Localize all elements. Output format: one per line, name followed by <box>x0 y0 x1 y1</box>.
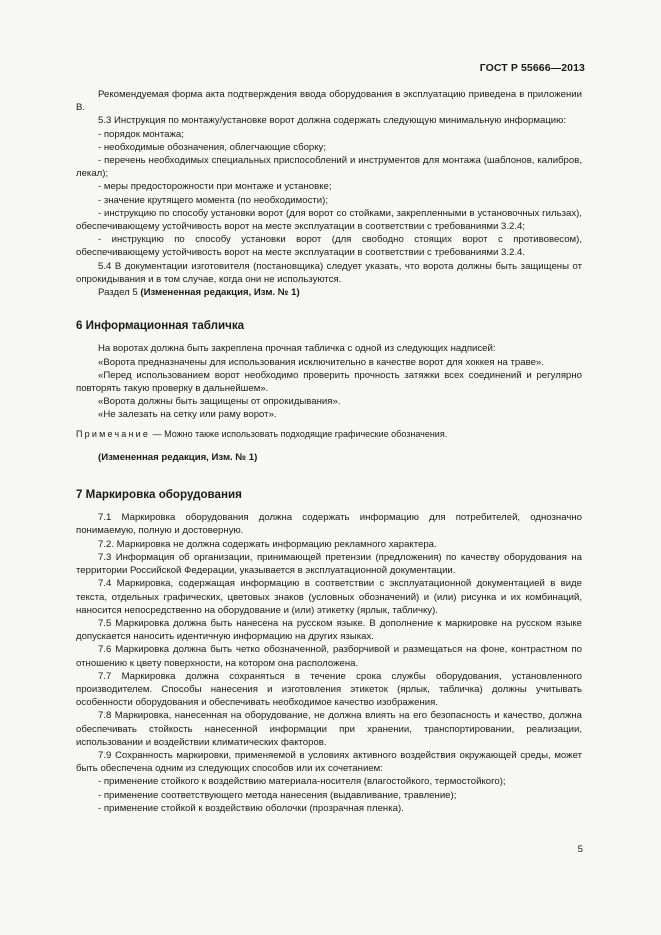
paragraph-7-8: 7.8 Маркировка, нанесенная на оборудование, не должна влиять на его безопасность и качество, должна обеспечивать стойкость нанесенной информации при хранении, транспортировании, реализации, использовании и воздействии климатических факторов. <box>76 710 582 748</box>
list-item: - инструкцию по способу установки ворот (для свободно стоящих ворот с противовесом), обеспечивающему устойчивость ворот на месте эксплуатации в соответствии с требованиями 3.2.4. <box>76 234 582 259</box>
paragraph-7-1: 7.1 Маркировка оборудования должна содержать информацию для потребителей, однозначно понимаемую, полную и достоверную. <box>76 512 582 537</box>
section5-revision <box>76 286 582 299</box>
section5-revision-mark: (Измененная редакция, Изм. № 1) <box>140 287 300 299</box>
section6-line: «Перед использованием ворот необходимо проверить прочность затяжки всех соединений и регулярно повторять такую проверку в дальнейшем». <box>76 369 582 395</box>
recommended-form-paragraph: Рекомендуемая форма акта подтверждения ввода оборудования в эксплуатацию приведена в приложении В. <box>76 89 582 114</box>
section7-title: 7 Маркировка оборудования <box>76 488 242 502</box>
section6-note <box>76 428 582 441</box>
list-item: - применение стойкого к воздействию материала-носителя (влагостойкого, термостойкого); <box>98 776 506 788</box>
paragraph-5-4: 5.4 В документации изготовителя (постановщика) следует указать, что ворота должны быть защищены от опрокидывания и в том случае, когда они не используются. <box>76 260 582 285</box>
note-text: — Можно также использовать подходящие графические обозначения. <box>150 428 448 439</box>
paragraph-7-3: 7.3 Информация об организации, принимающей претензии (предложения) по качеству оборудования на территории Российской Федерации, указывается в эксплуатационной документации. <box>76 551 582 577</box>
document-code: ГОСТ Р 55666—2013 <box>479 62 585 74</box>
paragraph-5-3: 5.3 Инструкция по монтажу/установке ворот должна содержать следующую минимальную информацию: <box>98 115 567 127</box>
section6-line: «Ворота должны быть защищены от опрокидывания». <box>98 396 341 408</box>
page-number: 5 <box>577 844 583 855</box>
note-label: Примечание <box>76 428 151 439</box>
list-item: - инструкцию по способу установки ворот (для ворот со стойками, закрепленными в установочных гильзах), обеспечивающему устойчивость ворот на месте эксплуатации в соответствии с требованиями 3.2.4; <box>76 207 582 233</box>
section6-line: На воротах должна быть закреплена прочная табличка с одной из следующих надписей: <box>98 343 496 355</box>
list-item: - применение стойкой к воздействию оболочки (прозрачная пленка). <box>98 802 404 814</box>
section5-prefix: Раздел 5 <box>98 287 141 299</box>
list-item: - перечень необходимых специальных приспособлений и инструментов для монтажа (шаблонов, калибров, лекал); <box>76 155 582 180</box>
list-item: - меры предосторожности при монтаже и установке; <box>98 181 332 193</box>
paragraph-7-7: 7.7 Маркировка должна сохраняться в течение срока службы оборудования, установленного производителем. Способы нанесения и изготовления этикеток (ярлык, табличка) должны учитывать особенности оборудования и обеспечивать необходимое качество изображения. <box>76 670 582 709</box>
list-item: - необходимые обозначения, облегчающие сборку; <box>98 141 327 153</box>
page-content <box>76 88 582 815</box>
section6-title: 6 Информационная табличка <box>76 319 245 333</box>
paragraph-7-6: 7.6 Маркировка должна быть четко обозначенной, разборчивой и размещаться на фоне, контрастном по отношению к цвету поверхности, на котором она расположена. <box>76 644 582 669</box>
paragraph-7-5: 7.5 Маркировка должна быть нанесена на русском языке. В дополнение к маркировке на русском языке допускается наносить идентичную информацию на других языках. <box>76 617 582 643</box>
section6-revision: (Измененная редакция, Изм. № 1) <box>98 451 258 463</box>
paragraph-7-9: 7.9 Сохранность маркировки, применяемой в условиях активного воздействия окружающей среды, может быть обеспечена одним из следующих способов или их сочетанием: <box>76 749 582 775</box>
list-item: - применение соответствующего метода нанесения (выдавливание, травление); <box>98 789 457 801</box>
section6-line: «Ворота предназначены для использования исключительно в качестве ворот для хоккея на траве». <box>98 356 544 368</box>
list-item: - значение крутящего момента (по необходимости); <box>98 194 328 206</box>
list-item: - порядок монтажа; <box>98 128 184 140</box>
section6-line: «Не залезать на сетку или раму ворот». <box>98 409 277 421</box>
paragraph-7-4: 7.4 Маркировка, содержащая информацию в соответствии с эксплуатационной документацией в виде текста, отдельных графических, цветовых знаков (условных обозначений) и (или) рисунка и их комбинаций, наносится непосредственно на оборудование и (или) этикетку (ярлык, табличку). <box>76 578 582 616</box>
paragraph-7-2: 7.2. Маркировка не должна содержать информацию рекламного характера. <box>98 538 437 550</box>
